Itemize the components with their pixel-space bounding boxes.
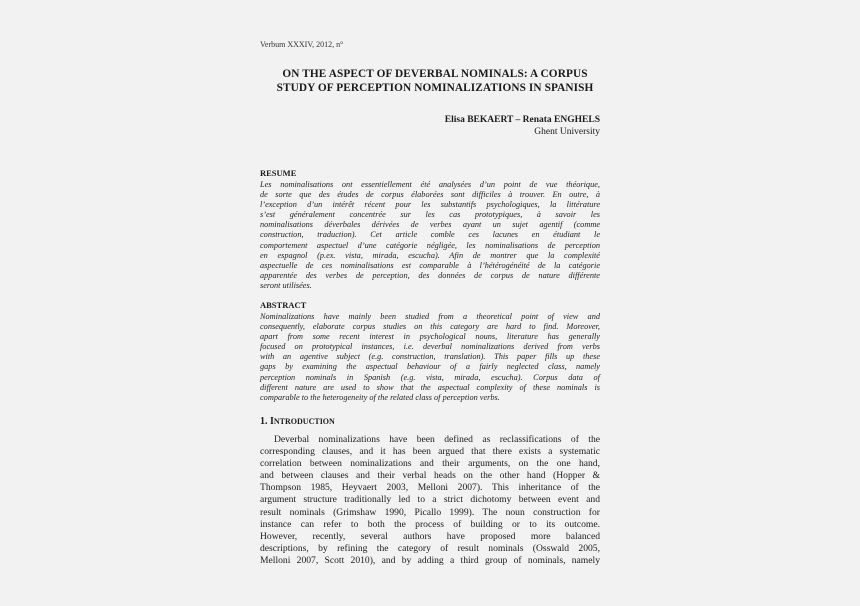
title-line: STUDY OF PERCEPTION NOMINALIZATIONS IN SPANISH — [276, 82, 594, 94]
abstract-line: consequently, elaborate corpus studies on this category are hard to find. Moreover, — [260, 322, 600, 332]
abstract-line: with an agentive subject (e.g. construction, translation). This paper fills up these — [260, 352, 600, 362]
resume-line: aspectuelle de ces nominalisations est comparable à l’hétérogénéité de la catégorie — [260, 260, 600, 270]
resume-heading: RESUME — [260, 168, 297, 178]
resume-text — [260, 180, 600, 291]
resume-line: nominalisations déverbales dérivées de verbes ayant un sujet agentif (comme — [260, 220, 600, 230]
body-line: However, recently, several authors have proposed more balanced — [260, 530, 600, 542]
resume-line: en espagnol (p.ex. vista, mirada, escucha). Afin de montrer que la complexité — [260, 250, 600, 260]
resume-line: Les nominalisations ont essentiellement été analysées d’un point de vue théorique, — [260, 180, 600, 189]
body-line: argument structure traditionally led to a strict dichotomy between event and — [260, 494, 600, 506]
abstract-line: apart from some recent interest in psychological nouns, literature has generally — [260, 332, 600, 342]
abstract-line: gaps by examining the aspectual behaviour of a fairly neglected class, namely — [260, 362, 600, 372]
author-block — [445, 114, 600, 138]
body-line: Thompson 1985, Heyvaert 2003, Melloni 2007). This inheritance of the — [260, 482, 600, 494]
body-line: corresponding clauses, and it has been argued that there exists a systematic — [260, 446, 600, 458]
resume-line: apparentée des verbes de perception, des données de corpus de nature différente — [260, 270, 600, 280]
body-line: result nominals (Grimshaw 1990, Picallo 1999). The noun construction for — [260, 506, 600, 518]
resume-line: construction, traduction). Cet article comble ces lacunes en étudiant le — [260, 230, 600, 240]
body-line: correlation between nominalizations and their arguments, on the one hand, — [260, 458, 600, 470]
abstract-line: Nominalizations have mainly been studied from a theoretical point of view and — [260, 312, 600, 321]
abstract-text — [260, 312, 600, 403]
paper-title — [255, 67, 615, 95]
abstract-line: comparable to the heterogeneity of the related class of perception verbs. — [260, 392, 500, 402]
resume-line: de sorte que des études de corpus élaborées sont difficiles à trouver. En outre, à — [260, 190, 600, 200]
abstract-line: different nature are used to show that the aspectual complexity of these nominals is — [260, 382, 600, 392]
resume-line: s’est généralement concentrée sur les cas prototypiques, à savoir les — [260, 210, 600, 220]
author-names: Elisa BEKAERT – Renata ENGHELS — [444, 115, 600, 125]
title-line: ON THE ASPECT OF DEVERBAL NOMINALS: A CORPUS — [282, 68, 588, 80]
abstract-line: perception nominals in Spanish (e.g. vista, mirada, escucha). Corpus data of — [260, 372, 600, 382]
body-line: Deverbal nominalizations have been defined as reclassifications of the — [274, 434, 600, 445]
abstract-heading: ABSTRACT — [260, 300, 307, 310]
resume-line: comportement aspectuel d’une catégorie négligée, les nominalisations de perception — [260, 240, 600, 250]
body-line: instance can refer to both the process of building or to its outcome. — [260, 518, 600, 530]
section-title: NTRODUCTION — [273, 417, 335, 426]
body-line: Melloni 2007, Scott 2010), and by adding a third group of nominals, namely — [260, 554, 600, 566]
abstract-line: focused on prototypical instances, i.e. deverbal nominalizations derived from verbs — [260, 342, 600, 352]
author-affiliation: Ghent University — [534, 127, 600, 137]
body-line: and between clauses and their verbal heads on the other hand (Hopper & — [260, 470, 600, 482]
section-number: 1. I — [260, 416, 274, 427]
section-heading-introduction — [260, 416, 335, 427]
running-head: Verbum XXXIV, 2012, n° — [260, 40, 344, 49]
body-line: descriptions, by refining the category of result nominals (Osswald 2005, — [260, 542, 600, 554]
resume-line: l’exception d’un intérêt récent pour les substantifs psychologiques, la littérature — [260, 200, 600, 210]
introduction-body — [260, 434, 600, 567]
resume-line: seront utilisées. — [260, 280, 312, 290]
